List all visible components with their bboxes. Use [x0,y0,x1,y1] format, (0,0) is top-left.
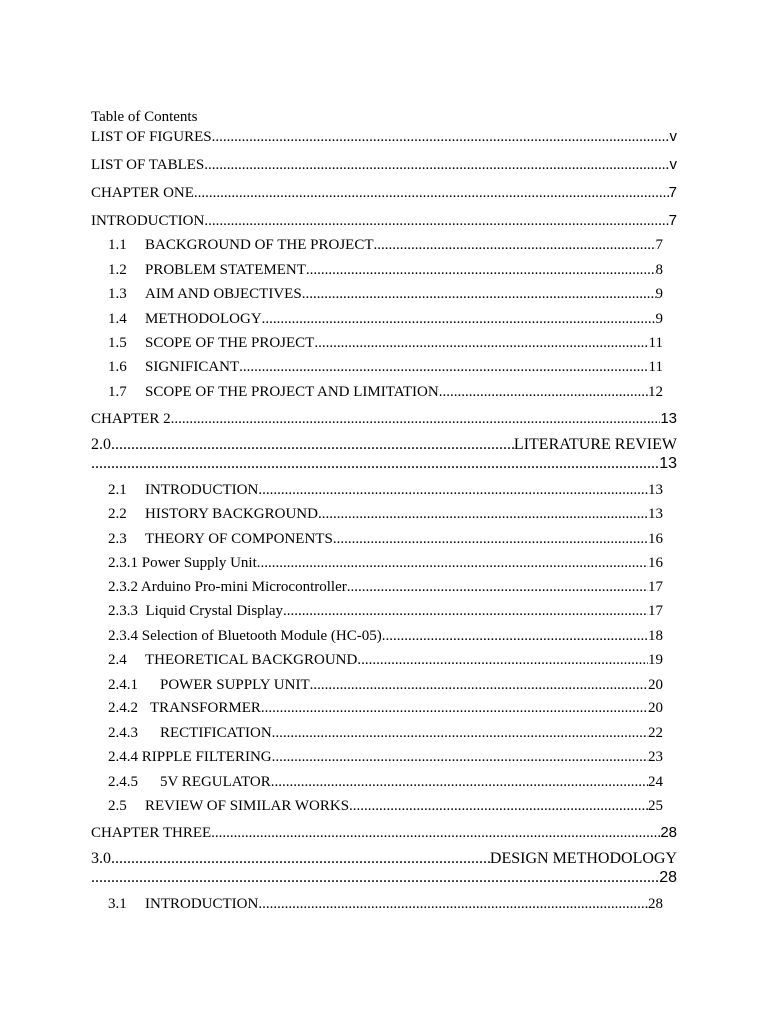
toc-entry-title: CHAPTER ONE [91,185,194,201]
toc-entry-number: 2.1 [108,482,127,498]
toc-entry-number: 2.4.1 [108,677,138,693]
toc-entry[interactable] [108,237,663,254]
toc-entry-title: 2.3.3 Liquid Crystal Display [108,603,283,619]
toc-entry-continuation [91,455,677,473]
dot-leader [212,129,670,146]
toc-entry-page: 25 [648,798,663,814]
toc-entry-continuation [91,869,677,887]
dot-leader [382,628,648,645]
toc-entry-page: 20 [648,677,663,693]
toc-entry-number: 2.4 [108,652,127,668]
toc-entry[interactable] [108,311,663,328]
dot-leader [204,213,668,230]
dot-leader [374,237,656,254]
toc-entry-page: 7 [655,237,663,253]
dot-leader [111,436,514,454]
toc-entry-page: 12 [648,384,663,400]
toc-entry-page: 16 [648,555,663,571]
toc-entry[interactable] [91,156,677,174]
toc-entry-page: 13 [660,410,677,427]
toc-entry-number: 2.0 [91,436,111,453]
toc-entry[interactable] [108,896,663,913]
toc-entry-number: 3.1 [108,896,127,912]
dot-leader [258,482,648,499]
toc-entry[interactable] [108,506,663,523]
toc-entry-page: v [669,156,677,173]
toc-entry[interactable] [108,700,663,717]
dot-leader [204,157,669,174]
toc-entry-page: 13 [648,482,663,498]
toc-entry[interactable] [108,798,663,815]
toc-entry-number: 2.2 [108,506,127,522]
toc-entry-page: 22 [648,725,663,741]
toc-entry[interactable] [108,482,663,499]
toc-entry-page: 19 [648,652,663,668]
toc-entry-page: 23 [648,749,663,765]
toc-entry[interactable] [91,410,677,428]
dot-leader [306,262,656,279]
toc-entry-number: 1.1 [108,237,127,253]
toc-entry[interactable] [108,628,663,645]
toc-entry-title: 2.3.1 Power Supply Unit [108,555,257,571]
dot-leader [91,455,659,473]
toc-entry-title: HISTORY BACKGROUND [145,506,318,522]
toc-entry-title: RECTIFICATION [160,725,272,741]
toc-entry[interactable] [91,824,677,842]
toc-entry-title: BACKGROUND OF THE PROJECT [145,237,374,253]
toc-entry-page: 13 [659,455,677,472]
dot-leader [261,700,648,717]
dot-leader [111,850,490,868]
toc-entry-number: 1.6 [108,359,127,375]
toc-entry[interactable] [91,184,677,202]
toc-entry[interactable] [108,579,663,596]
toc-entry-title: THEORY OF COMPONENTS [145,531,333,547]
toc-entry[interactable] [91,212,677,230]
toc-entry-page: 7 [668,184,677,201]
toc-entry-number: 1.4 [108,311,127,327]
toc-entry-title: METHODOLOGY [145,311,262,327]
toc-entry-page: 7 [668,212,677,229]
toc-entry-title: LITERATURE REVIEW [513,436,677,453]
dot-leader [283,603,648,620]
toc-entry-number: 2.3 [108,531,127,547]
toc-entry[interactable] [108,262,663,279]
toc-entry[interactable] [108,652,663,669]
toc-entry-page: 16 [648,531,663,547]
toc-entry[interactable] [108,677,663,694]
toc-entry-title: INTRODUCTION [145,482,259,498]
toc-entry-title: CHAPTER 2 [91,411,171,427]
toc-entry-title: INTRODUCTION [145,896,259,912]
toc-entry-page: 9 [655,286,663,302]
toc-entry-number: 1.7 [108,384,127,400]
toc-entry-page: 18 [648,628,663,644]
dot-leader [272,725,648,742]
toc-entry-title: REVIEW OF SIMILAR WORKS [145,798,350,814]
toc-entry-page: v [669,128,677,145]
toc-entry-title: SCOPE OF THE PROJECT [145,335,315,351]
toc-entry-title: 2.3.2 Arduino Pro-mini Microcontroller [108,579,347,595]
toc-entry-page: 11 [648,359,663,375]
dot-leader [314,335,648,352]
toc-entry[interactable] [108,384,663,401]
dot-leader [439,384,648,401]
dot-leader [349,798,648,815]
dot-leader [91,869,659,887]
toc-entry-number: 2.4.3 [108,725,138,741]
toc-entry-title: TRANSFORMER [150,700,261,716]
toc-entry-page: 20 [648,700,663,716]
toc-entry-number: 2.4.2 [108,700,138,716]
toc-entry-title: 2.3.4 Selection of Bluetooth Module (HC-05) [108,628,382,644]
toc-entry-title: PROBLEM STATEMENT [145,262,306,278]
toc-entry-title: INTRODUCTION [91,213,205,229]
toc-entry[interactable] [91,128,677,146]
dot-leader [239,359,648,376]
dot-leader [171,411,661,428]
toc-entry-page: 13 [648,506,663,522]
toc-entry-number: 2.5 [108,798,127,814]
toc-entry[interactable] [108,531,663,548]
toc-entry[interactable] [91,436,677,454]
toc-entry-page: 28 [660,824,677,841]
toc-entry-page: 8 [655,262,663,278]
toc-entry[interactable] [108,749,663,766]
toc-entry-number: 3.0 [91,850,111,867]
dot-leader [258,896,648,913]
toc-entry-title: CHAPTER THREE [91,825,212,841]
dot-leader [333,531,648,548]
toc-entry-title: DESIGN METHODOLOGY [489,850,677,867]
toc-entry-number: 2.4.5 [108,774,138,790]
toc-entry-number: 1.3 [108,286,127,302]
dot-leader [318,506,648,523]
toc-entry[interactable] [108,359,663,376]
dot-leader [310,677,648,694]
toc-entry-number: 1.2 [108,262,127,278]
toc-entry[interactable] [108,725,663,742]
toc-entry-title: 5V REGULATOR [160,774,271,790]
toc-entry-page: 17 [648,603,663,619]
toc-entry-page: 9 [655,311,663,327]
dot-leader [347,579,648,596]
toc-entry-title: LIST OF TABLES [91,157,205,173]
toc-heading: Table of Contents [91,109,198,125]
toc-entry[interactable] [108,335,663,352]
dot-leader [262,311,656,328]
dot-leader [357,652,648,669]
dot-leader [194,185,669,202]
dot-leader [257,555,648,572]
toc-entry-title: SIGNIFICANT [145,359,240,375]
toc-entry-page: 24 [648,774,663,790]
toc-entry-title: LIST OF FIGURES [91,129,212,145]
toc-entry-title: POWER SUPPLY UNIT [160,677,310,693]
toc-entry[interactable] [91,850,677,868]
toc-entry[interactable] [108,774,663,791]
toc-entry-page: 28 [659,869,677,886]
toc-entry-title: THEORETICAL BACKGROUND [145,652,358,668]
toc-entry-page: 28 [648,896,663,912]
dot-leader [271,774,648,791]
toc-entry[interactable] [108,555,663,572]
toc-entry-page: 11 [648,335,663,351]
toc-entry[interactable] [108,286,663,303]
toc-entry-number: 1.5 [108,335,127,351]
dot-leader [272,749,648,766]
toc-entry-page: 17 [648,579,663,595]
dot-leader [302,286,656,303]
toc-entry[interactable] [108,603,663,620]
dot-leader [211,825,660,842]
toc-entry-title: 2.4.4 RIPPLE FILTERING [108,749,272,765]
toc-entry-title: SCOPE OF THE PROJECT AND LIMITATION [145,384,439,400]
toc-entry-title: AIM AND OBJECTIVES [145,286,302,302]
